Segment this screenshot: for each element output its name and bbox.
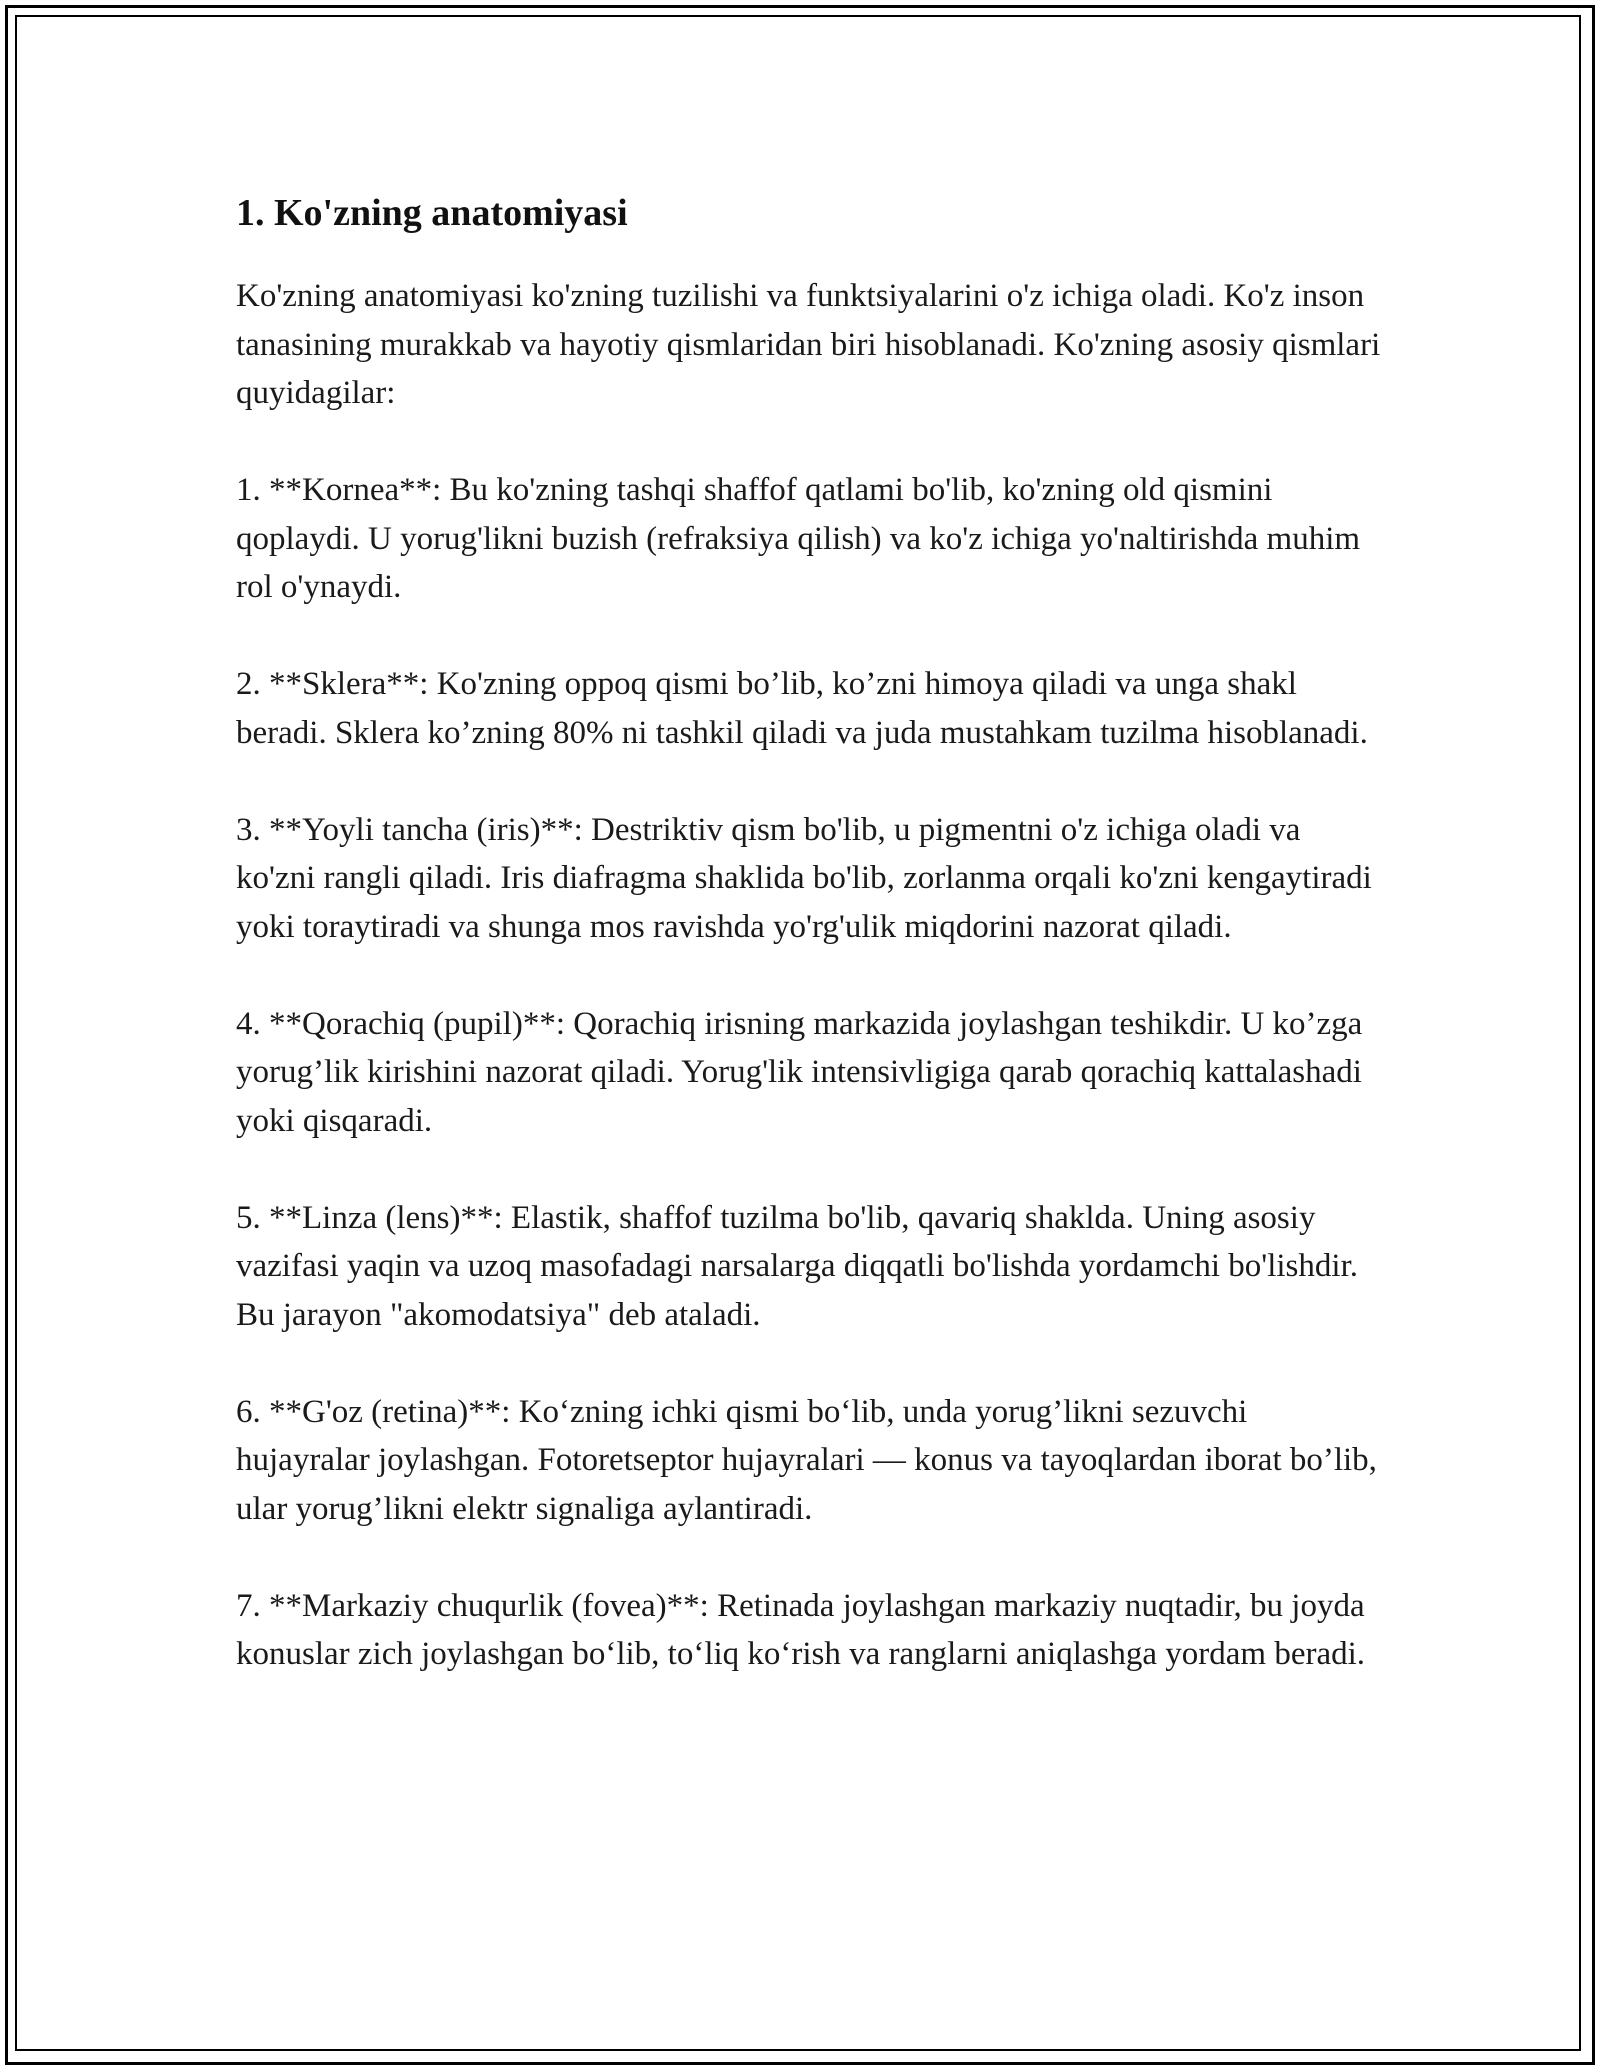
item-kornea: 1. **Kornea**: Bu ko'zning tashqi shaffof qatlami bo'lib, ko'zning old qismini qoplaydi. U yorug'likni buzish (refraksiya qilish) va ko'z ichiga yo'naltirishda muhim rol o'ynaydi.: [236, 472, 1361, 605]
intro-paragraph: Ko'zning anatomiyasi ko'zning tuzilishi va funktsiyalarini o'z ichiga oladi. Ko'z inson tanasining murakkab va hayotiy qismlaridan biri hisoblanadi. Ko'zning asosiy qismlari quyidagilar:: [236, 278, 1381, 411]
document-body: [236, 188, 1386, 1727]
item-iris: 3. **Yoyli tancha (iris)**: Destriktiv qism bo'lib, u pigmentni o'z ichiga oladi va ko'zni rangli qiladi. Iris diafragma shaklida bo'lib, zorlanma orqali ko'zni kengaytiradi yoki toraytiradi va shunga mos ravishda yo'rg'ulik miqdorini nazorat qiladi.: [236, 811, 1372, 945]
item-lens: 5. **Linza (lens)**: Elastik, shaffof tuzilma bo'lib, qavariq shaklda. Uning asosiy vazifasi yaqin va uzoq masofadagi narsalarga diqqatli bo'lishda yordamchi bo'lishdir. Bu jarayon "akomodatsiya" deb ataladi.: [236, 1199, 1358, 1333]
section-heading: 1. Ko'zning anatomiyasi: [236, 192, 628, 234]
item-sklera: 2. **Sklera**: Ko'zning oppoq qismi bo’lib, ko’zni himoya qiladi va unga shakl beradi. Sklera ko’zning 80% ni tashkil qiladi va juda mustahkam tuzilma hisoblanadi.: [236, 666, 1368, 751]
item-retina: 6. **G'oz (retina)**: Koʻzning ichki qismi boʻlib, unda yorug’likni sezuvchi hujayralar joylashgan. Fotoretseptor hujayralari — konus va tayoqlardan iborat bo’lib, ular yorug’likni elektr signaliga aylantiradi.: [236, 1393, 1377, 1527]
item-fovea: 7. **Markaziy chuqurlik (fovea)**: Retinada joylashgan markaziy nuqtadir, bu joyda konuslar zich joylashgan boʻlib, toʻliq koʻrish va ranglarni aniqlashga yordam beradi.: [236, 1587, 1366, 1672]
item-pupil: 4. **Qorachiq (pupil)**: Qorachiq irisning markazida joylashgan teshikdir. U ko’zga yorug’lik kirishini nazorat qiladi. Yorug'lik intensivligiga qarab qorachiq kattalashadi yoki qisqaradi.: [236, 1005, 1363, 1139]
